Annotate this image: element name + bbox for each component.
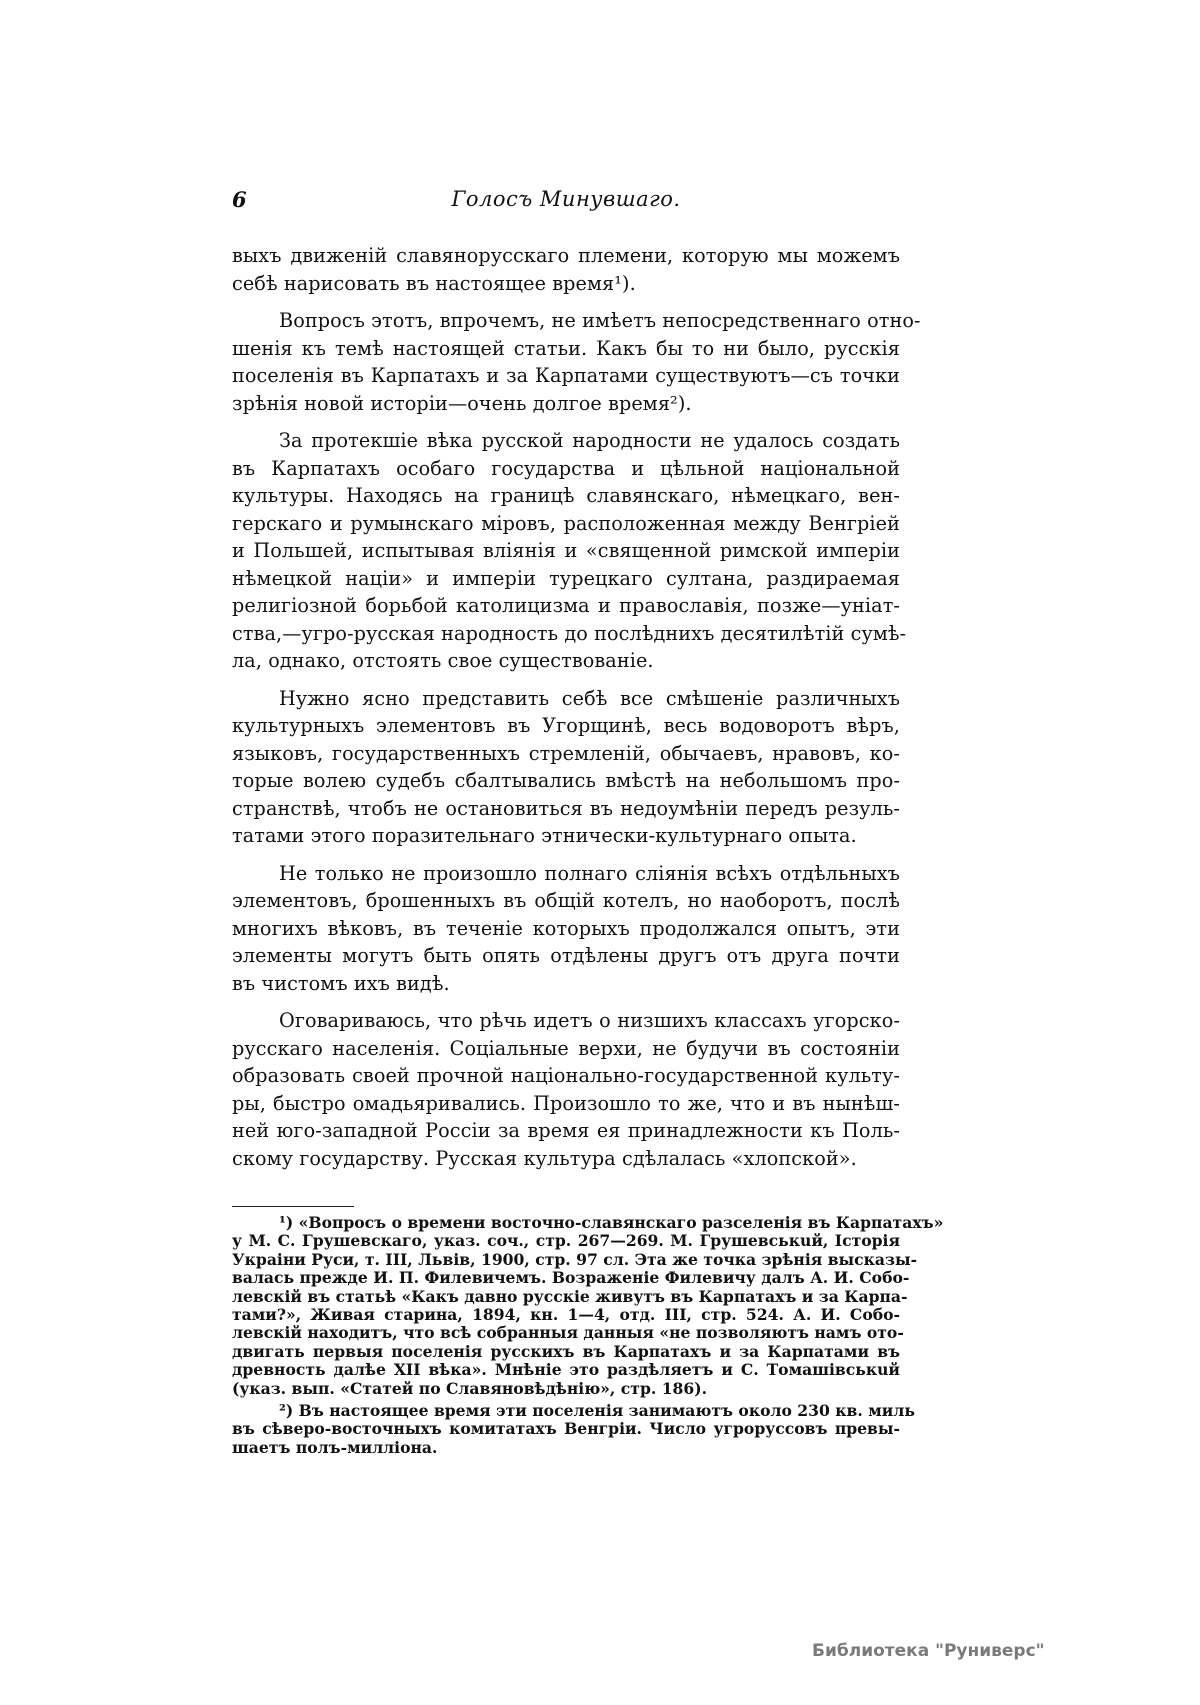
footnote-line: валась прежде И. П. Филевичемъ. Возраженіе Филевичу далъ А. И. Собо- (232, 1268, 910, 1288)
paragraph (232, 1007, 900, 1172)
footnote-line: у М. С. Грушевскаго, указ. соч., стр. 267—269. М. Грушевськuй, Історія (232, 1231, 900, 1251)
text-line: скому государству. Русская культура сдѣлалась «хлопской». (232, 1146, 857, 1170)
text-line: Не только не произошло полнаго слiянія всѣхъ отдѣльныхъ (279, 861, 900, 885)
footnote-line: левскій находитъ, что всѣ собранныя данныя «не позволяютъ намъ ото- (232, 1323, 904, 1343)
footnote-line: левскій въ статьѣ «Какъ давно русскіе живутъ въ Карпатахъ и за Карпа- (232, 1286, 908, 1306)
text-line: выхъ движеній славянорусскаго племени, которую мы можемъ (232, 244, 900, 267)
text-line: поселенія въ Карпатахъ и за Карпатами существуютъ—съ точки (232, 364, 900, 387)
text-line: торые волею судебъ сбалтывались вмѣстѣ на небольшомъ про- (232, 769, 900, 792)
footnote-divider (232, 1206, 354, 1207)
footnote-line: ²) Въ настоящее время эти поселенія занимаютъ около 230 кв. миль (279, 1401, 915, 1421)
text-line: нѣмецкой націи» и имперіи турецкаго султана, раздираемая (232, 566, 900, 590)
page-header (232, 187, 900, 217)
text-line: культурныхъ элементовъ въ Угорщинѣ, весь водоворотъ вѣръ, (232, 714, 900, 737)
footnote-line: (указ. вып. «Статей по Славяновѣдѣнію», стр. 186). (232, 1378, 708, 1398)
text-line: татами этого поразительнаго этнически-культурнаго опыта. (232, 824, 857, 847)
text-line: ства,—угро-русская народность до послѣднихъ десятилѣтій сумѣ- (232, 621, 907, 645)
paragraph (232, 685, 900, 850)
text-line: въ чистомъ ихъ видѣ. (232, 971, 450, 995)
footnote (232, 1401, 915, 1457)
text-line: образовать своей прочной національно-государственной культу- (232, 1064, 900, 1087)
text-line: странствѣ, чтобъ не остановиться въ недоумѣніи передъ резуль- (232, 796, 900, 820)
text-line: и Польшей, испытывая вліянія и «священной римской имперіи (232, 539, 900, 562)
footnote-line: древность далѣе XII вѣка». Мнѣніе это раздѣляетъ и С. Томашівськuй (232, 1360, 900, 1380)
page-number: 6 (232, 187, 247, 212)
text-line: Нужно ясно представить себѣ все смѣшеніе различныхъ (279, 686, 900, 710)
footnote-line: шаетъ полъ-милліона. (232, 1437, 438, 1457)
text-line: русскаго населенія. Соціальные верхи, не будучи въ состояніи (232, 1036, 900, 1060)
paragraph (232, 860, 900, 998)
text-line: зрѣнія новой исторіи—очень долгое время²). (232, 391, 692, 415)
text-line: культуры. Находясь на границѣ славянскаго, нѣмецкаго, вен- (232, 484, 900, 507)
text-line: себѣ нарисовать въ настоящее время¹). (232, 271, 636, 295)
text-line: въ Карпатахъ особаго государства и цѣльной національной (232, 456, 900, 480)
footnote-line: двигать первыя поселенія русскихъ въ Карпатахъ и за Карпатами въ (232, 1341, 900, 1361)
footnotes (232, 1213, 944, 1461)
library-watermark: Библиотека "Руниверс" (812, 1641, 1045, 1661)
footnote-line: въ сѣверо-восточныхъ комитатахъ Венгріи. Число угроруссовъ превы- (232, 1419, 900, 1439)
running-title: Голосъ Минувшаго. (451, 187, 681, 211)
text-line: религіозной борьбой католицизма и православія, позже—уніат- (232, 594, 900, 617)
footnote (232, 1213, 944, 1398)
paragraph (232, 307, 921, 417)
text-line: Вопросъ этотъ, впрочемъ, не имѣетъ непосредственнаго отно- (279, 309, 921, 332)
text-line: ней юго-западной Россіи за время ея принадлежности къ Поль- (232, 1119, 900, 1142)
text-line: элементы могутъ быть опять отдѣлены другъ отъ друга почти (232, 944, 900, 967)
text-line: Оговариваюсь, что рѣчь идетъ о низшихъ классахъ угорско- (279, 1009, 900, 1032)
text-line: языковъ, государственныхъ стремленій, обычаевъ, нравовъ, ко- (232, 741, 900, 765)
text-line: элементовъ, брошенныхъ въ общій котелъ, но наоборотъ, послѣ (232, 889, 900, 912)
text-line: ры, быстро омадьяривались. Произошло то же, что и въ нынѣш- (232, 1091, 900, 1115)
text-line: шенія къ темѣ настоящей статьи. Какъ бы то ни было, русскія (232, 336, 900, 360)
body-text (232, 242, 921, 1182)
paragraph (232, 242, 900, 297)
text-line: многихъ вѣковъ, въ теченіе которыхъ продолжался опытъ, эти (232, 916, 900, 940)
footnote-line: тами?», Живая старина, 1894, кн. 1—4, отд. III, стр. 524. А. И. Собо- (232, 1305, 900, 1325)
paragraph (232, 427, 907, 675)
text-line: герскаго и румынскаго міровъ, расположенная между Венгріей (232, 511, 900, 535)
text-line: За протекшіе вѣка русской народности не удалось создать (279, 429, 900, 452)
text-line: ла, однако, отстоять свое существованіе. (232, 649, 654, 672)
footnote-line: ¹) «Вопросъ о времени восточно-славянскаго разселенія въ Карпатахъ» (279, 1213, 944, 1232)
footnote-line: Украіни Руси, т. III, Львів, 1900, стр. 97 сл. Эта же точка зрѣнія высказы- (232, 1249, 918, 1269)
